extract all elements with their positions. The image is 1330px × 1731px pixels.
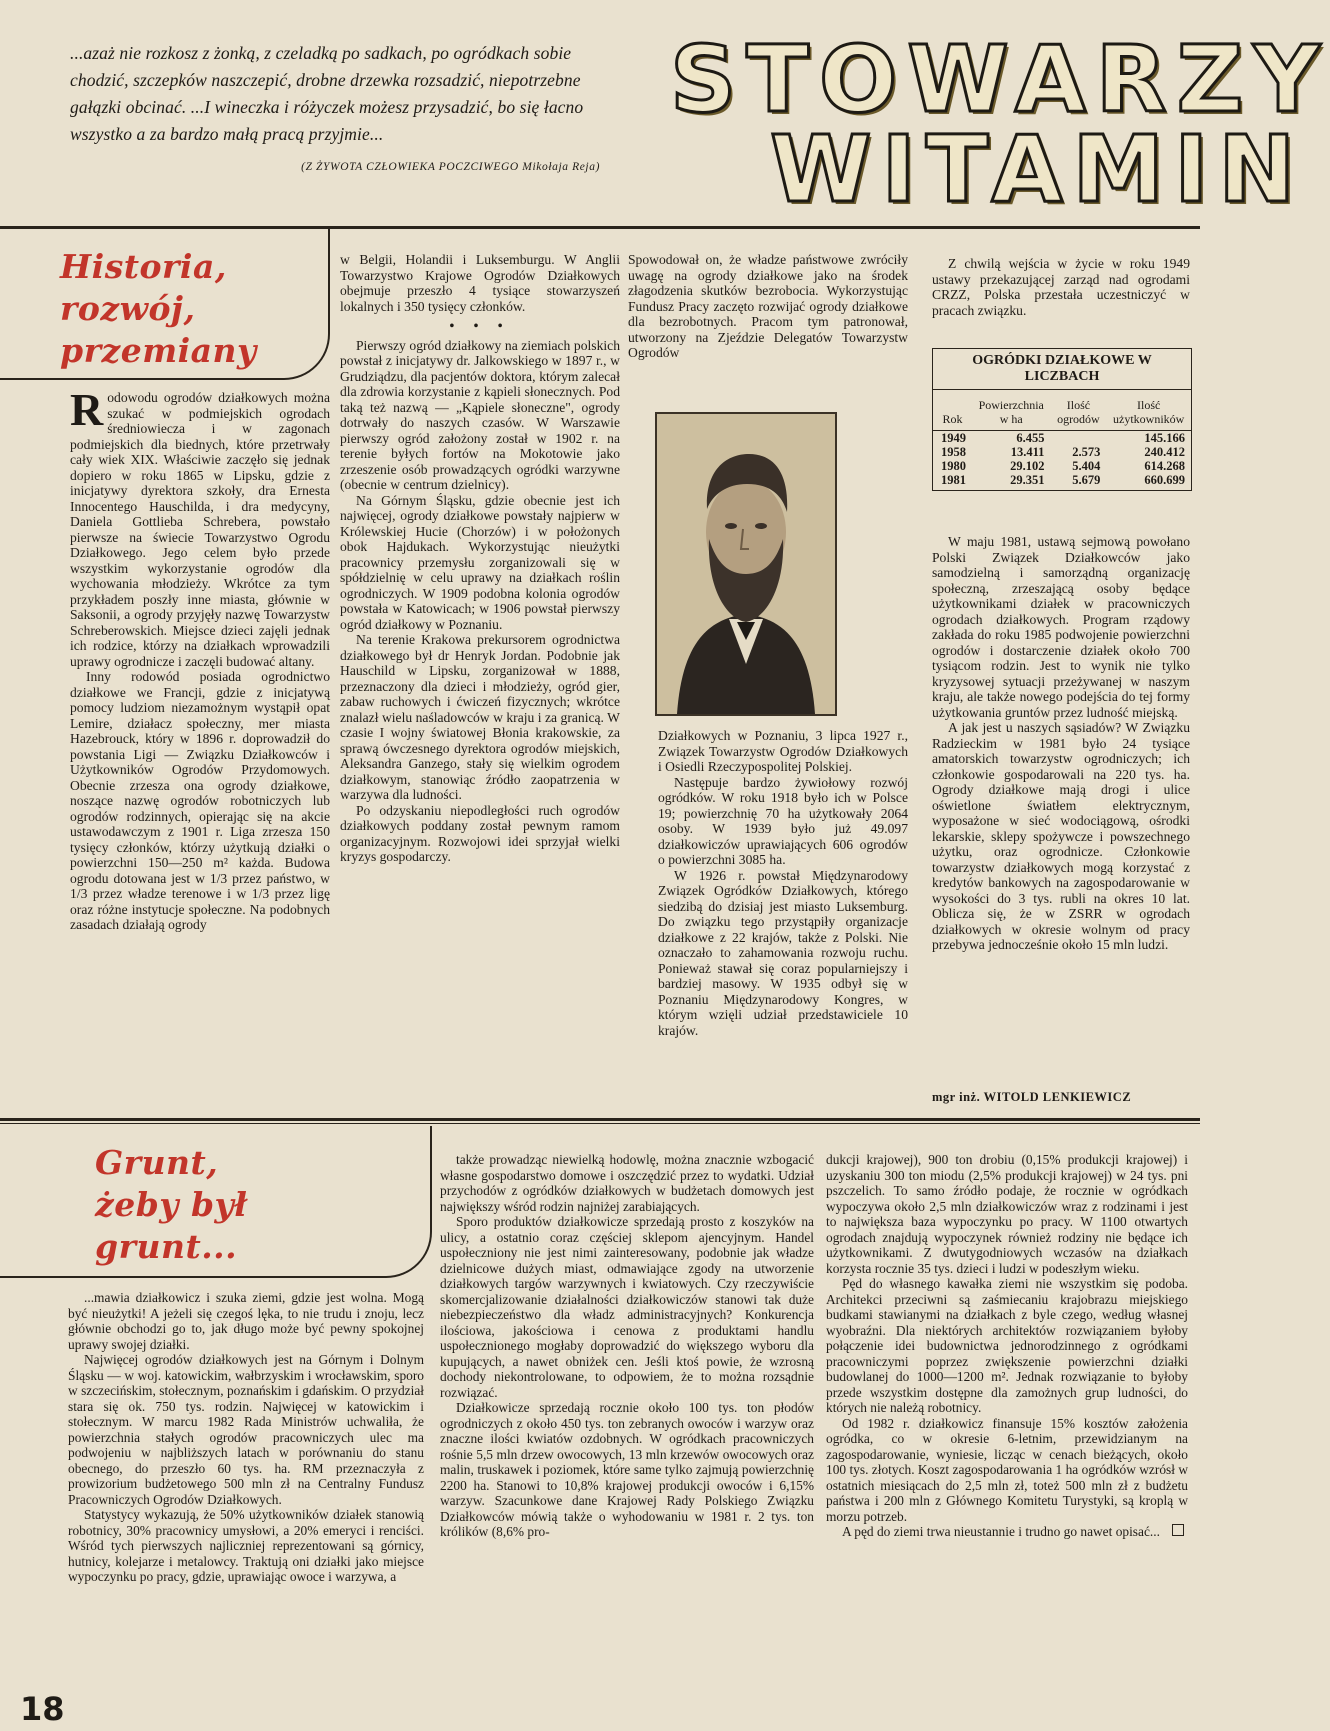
paragraph: A jak jest u naszych sąsiadów? W Związku Radzieckim w 1981 było 24 tysiące amatorskich towarzystw ogrodniczych; ich członkowie gospodarowali na 220 tys. ha. Ogrody działkowe mają drogi i ulice oświetlone światłem elektrycznym, wyposażone w sieć wodociągową, ośrodki lekarskie, sklepy spożywcze i powszechnego użytku, oraz ogrodnicze. Członkowie towarzystw działkowych mogą korzystać z kredytów bankowych na zagospodarowanie w wysokości do 3 tys. rubli na okres 10 lat. Oblicza się, że w ZSRR w ogrodach działkowych w okresie wolnym od pracy przebywa jednocześnie około 15 mln ludzi. <box>932 720 1190 952</box>
column-header: Ilość użytkowników <box>1113 398 1185 426</box>
section1-column-4-bottom <box>932 534 1190 953</box>
author-byline: mgr inż. WITOLD LENKIEWICZ <box>932 1090 1132 1104</box>
epigraph-text: ...azaż nie rozkosz z żonką, z czeladką po sadkach, po ogródkach sobie chodzić, szczepków naszczepić, drobne drzewka rozsadzić, niepotrzebne gałązki obcinać. ...I wineczka i różyczek możesz przysadzić, bo się łacno wszystko a za bardzo małą pracą przyjmie... <box>70 43 584 144</box>
table-cell: 614.268 <box>1144 459 1185 473</box>
column-header: Rok <box>942 412 963 426</box>
section1-title: Historia, rozwój, przemiany <box>60 247 257 370</box>
paragraph: Od 1982 r. działkowicz finansuje 15% kosztów założenia ogródka, co w okresie 6-letnim, przewidzianym na zagospodarowanie, wyniesie, licząc w cenach bieżących, około 100 tys. złotych. Koszt zagospodarowania 1 ha ogródków wzrósł w ostatnich miesiącach do 2,5 mln zł, toteż 500 mln zł z budżetu państwa i 200 mln z Głównego Komitetu Turystyki, są kroplą w morzu potrzeb. <box>826 1415 1188 1524</box>
paragraph: Po odzyskaniu niepodległości ruch ogrodów działkowych poddany został pewnym ramom organizacyjnym. Rozwojowi idei sprzyjał wielki kryzys gospodarczy. <box>340 802 620 864</box>
statistics-table <box>932 348 1192 491</box>
paragraph: Na Górnym Śląsku, gdzie obecnie jest ich najwięcej, ogrody działkowe powstały najpierw w Królewskiej Hucie (Chorzów) i w położonych obok Hajdukach. Wykorzystując nieużytki pracownicy przemysłu zorganizowali się w spółdzielnię w celu uprawy na działkach roślin ogrodniczych. W 1909 podobna kolonia ogrodów powstała w Katowicach; w 1906 powstał pierwszy ogród działkowy w Poznaniu. <box>340 492 620 632</box>
table-cell: 660.699 <box>1144 473 1185 487</box>
paragraph: Sporo produktów działkowicze sprzedają prosto z koszyków na ulicy, a ostatnio coraz częściej sklepom ajencyjnym. Handel uspołeczniony nie jest nimi zainteresowany, podobnie jak władze dzielnicowe dużych miast, odmawiające zgody na utworzenie działkowych targów warzywnych i kwiatowych. Czy rzeczywiście skomercjalizowanie działalności działkowiczów stanowi tak duże niebezpieczeństwo dla władz administracyjnych? Konkurencja ilościowa, jakościowa i cenowa z produktami handlu uspołecznionego mogłaby doprowadzić do większego wyboru dla kupujących, a nawet obniżek cen. Jeśli ktoś powie, że wzrosną dochody niekontrolowane, to odpowiem, że to można rozsądnie rozwiązać. <box>440 1214 814 1400</box>
table-cell: 145.166 <box>1144 431 1185 445</box>
headline <box>670 26 1330 223</box>
section2-column-2 <box>440 1152 814 1540</box>
table-cell: 5.404 <box>1072 459 1101 473</box>
headline-line2: WITAMIN <box>770 116 1306 223</box>
table-row <box>933 473 1191 490</box>
paragraph: Działkowych w Poznaniu, 3 lipca 1927 r., Związek Towarzystw Ogrodów Działkowych i Osiedli Rzeczypospolitej Polskiej. <box>658 728 908 774</box>
section1-column-3-top <box>628 252 908 361</box>
dropcap: R <box>70 384 104 435</box>
divider-middle-thin <box>0 1123 1200 1124</box>
section1-column-4-top <box>932 256 1190 318</box>
section1-column-2 <box>340 252 620 865</box>
paragraph: Najwięcej ogrodów działkowych jest na Górnym i Dolnym Śląsku — w woj. katowickim, wałbrzyskim i wrocławskim, sporo w szczecińskim, stołecznym, poznańskim i gdańskim. O przydział stara się ok. 750 tys. rodzin. Najwięcej w katowickim i stołecznym. W marcu 1982 Rada Ministrów uchwaliła, że powierzchnia stałych ogrodów pracowniczych ulec ma podwojeniu w najbliższych latach w porównaniu do stanu obecnego, do przeszło 60 tys. ha. RM przeznaczyła z prowizorium budżetowego 500 mln zł na Centralny Fundusz Pracowniczych Ogrodów Działkowych. <box>68 1352 424 1507</box>
section1-column-3-bottom <box>658 728 908 1038</box>
paragraph: Rodowodu ogrodów działkowych można szukać w podmiejskich ogrodach średniowiecza i w zagonach podmiejskich dla biednych, które przetrwały cały wiek XIX. Właściwie zaczęło się jednak dopiero w roku 1865 w Lipsku, gdzie z inicjatywy dyrektora szkoły, dra Ernesta Innocentego Hauschilda, i dra medycyny, Daniela Gottlieba Schrebera, powstało pierwsze na świecie Towarzystwo Ogrodu Działkowego. Jego celem było przede wszystkim wykorzystanie ogrodów dla wychowania młodzieży. Wkrótce za tym przykładem poszły inne miasta, głównie w Saksonii, a ogrody przyjęły nazwę Towarzystw Schreberowskich. Miejsce dzieci zajęli jednak ich rodzice, którzy na działkach wprowadzili uprawy ogrodnicze i zaczęli budować altany. <box>70 384 330 669</box>
table-cell: 5.679 <box>1072 473 1101 487</box>
paragraph: Statystycy wykazują, że 50% użytkowników działek stanowią robotnicy, 30% pracownicy umysłowi, a 20% emeryci i renciści. Wśród tych pierwszych najliczniej reprezentowani są górnicy, hutnicy, kolejarze i metalowcy. Traktują oni działki jako miejsce wypoczynku po pracy, gdzie, uprawiając owoce i warzywa, a <box>68 1507 424 1584</box>
table-cell: 13.411 <box>1010 445 1045 459</box>
divider-middle <box>0 1118 1200 1121</box>
epigraph <box>70 40 600 181</box>
paragraph: A pęd do ziemi trwa nieustannie i trudno go nawet opisać... <box>826 1524 1188 1540</box>
paragraph: także prowadząc niewielką hodowlę, można znacznie wzbogacić własne gospodarstwo domowe i oszczędzić przez to wydatki. Udział przychodów z ogródków działkowych w budżetach domowych jest największy wśród rodzin najniżej zarabiających. <box>440 1152 814 1214</box>
table-cell: 1981 <box>941 473 966 487</box>
paragraph: dukcji krajowej), 900 ton drobiu (0,15% produkcji krajowej) i uzyskaniu 300 ton miodu (2,5% produkcji krajowej) w 24 tys. pni pszczelich. To samo źródło podaje, że rocznie w ogródkach wypoczywa około 2,5 mln działkowiczów wraz z rodzinami i jest to największa baza wypoczynku po pracy. W 1100 otwartych ogrodach znajdują wypoczynek również rodziny nie będące ich użytkownikami. Z dwutygodniowych wczasów na działkach korzysta rocznie 35 tys. dzieci i ludzi w podeszłym wieku. <box>826 1152 1188 1276</box>
page-number: 18 <box>20 1690 65 1728</box>
headline-line1: STOWARZY <box>670 26 1330 133</box>
paragraph: W 1926 r. powstał Międzynarodowy Związek Ogródków Działkowych, którego siedzibą do dzisiaj jest miasto Luksemburg. Do związku tego przystąpiły organizacje działkowe z 22 krajów, także z Polski. Nie oznaczało to zahamowania rozwoju ruchu. Ponieważ stawał się coraz popularniejszy i bardziej masowy. W 1935 odbył się w Poznaniu Międzynarodowy Kongres, w którym wzięli udział przedstawiciele 10 krajów. <box>658 867 908 1038</box>
table-cell: 6.455 <box>1016 431 1045 445</box>
table-body <box>933 390 1191 490</box>
epigraph-source: (Z ŻYWOTA CZŁOWIEKA POCZCIWEGO Mikołaja Reja) <box>301 161 600 173</box>
table-cell: 240.412 <box>1144 445 1185 459</box>
portrait-photo <box>655 412 837 716</box>
table-cell: 1949 <box>941 431 966 445</box>
section2-title: Grunt, żeby był grunt... <box>95 1143 248 1266</box>
paragraph: w Belgii, Holandii i Luksemburgu. W Anglii Towarzystwo Krajowe Ogrodów Działkowych obejmuje przeszło 4 tysiące stowarzyszeń lokalnych i 350 tysięcy członków. <box>340 252 620 314</box>
paragraph: Inny rodowód posiada ogrodnictwo działkowe we Francji, gdzie z inicjatywą pomocy ludziom niezamożnym wystąpił opat Lemire, działacz społeczny, mer miasta Hazebrouck, który w 1896 r. doprowadził do powstania Ligi — Związku Działkowców i Użytkowników Ogrodów Przydomowych. Obecnie zrzesza ona ogrody działkowe, noszące nazwę ogrodów robotniczych lub ogrodów rodzinnych, opierając się na akcie ustawodawczym z 1901 r. Liga zrzesza 150 tysięcy członków, którzy użytkują działki o powierzchni 150—250 m² każda. Budowa ogrodu dotowana jest w 1/3 przez państwo, w 1/3 przez władze terenowe i w 1/3 przez ligę oraz różne instytucje społeczne. Na podobnych zasadach działają ogrody <box>70 669 330 932</box>
paragraph: ...mawia działkowicz i szuka ziemi, gdzie jest wolna. Mogą być nieużytki! A jeżeli się czegoś lęka, to nie trudu i znoju, lecz głównie obchodzi go to, jak długo może być pewny spokojnej uprawy swojej działki. <box>68 1290 424 1352</box>
paragraph: Pęd do własnego kawałka ziemi nie wszystkim się podoba. Architekci przeciwni są zaśmiecaniu krajobrazu miejskiego budkami stawianymi na działkach z byle czego, według własnej wyobraźni. Dla niektórych architektów rozwiązaniem byłoby połączenie idei budownictwa jednorodzinnego z ogródkami pracowniczymi poprzez zwiększenie powierzchni działki budowlanej do 1000—1200 m². Jednak rozwiązanie to byłoby przede wszystkim dostępne dla zamożnych grup ludności, do których nie należą robotnicy. <box>826 1276 1188 1415</box>
table-title: OGRÓDKI DZIAŁKOWE W LICZBACH <box>933 349 1191 390</box>
paragraph: Z chwilą wejścia w życie w roku 1949 ustawy przekazującej zarząd nad ogrodami CRZZ, Polska przestała uczestniczyć w pracach związku. <box>932 256 1190 318</box>
table-cell: 2.573 <box>1072 445 1101 459</box>
section2-column-1 <box>68 1290 424 1585</box>
section2-heading-box <box>0 1126 432 1278</box>
table-cell: 29.102 <box>1010 459 1045 473</box>
column-header: Ilość ogrodów <box>1057 398 1100 426</box>
table-header-row <box>933 390 1191 431</box>
paragraph: Na terenie Krakowa prekursorem ogrodnictwa działkowego był dr Henryk Jordan. Podobnie jak Hauschild w Lipsku, zorganizował w 1888, przeznaczony dla dzieci i młodzieży, ogród gier, zabaw ruchowych i ćwiczeń fizycznych; wkrótce znalazł wielu naśladowców w kraju i za granicą. W czasie I wojny światowej Błonia krakowskie, za sprawą ówczesnego dyrektora ogrodów miejskich, Aleksandra Ganzego, stały się wielkim ogrodem działkowym, stanowiąc źródło zaopatrzenia w warzywa dla ludności. <box>340 632 620 802</box>
separator-stars: • • • <box>449 318 511 333</box>
paragraph: Następuje bardzo żywiołowy rozwój ogródków. W roku 1918 było ich w Polsce 19; powierzchnię 70 ha użytkowały 2064 osoby. W 1939 było już 49.097 działkowiczów uprawiających 606 ogrodów o powierzchni 3085 ha. <box>658 774 908 867</box>
section1-heading-box <box>0 228 330 380</box>
paragraph: Działkowicze sprzedają rocznie około 100 tys. ton płodów ogrodniczych z około 450 tys. ton zebranych owoców i warzyw oraz znaczne ilości kwiatów ozdobnych. W ogródkach pracowniczych rośnie 5,5 mln drzew owocowych, 13 mln krzewów owocowych oraz malin, truskawek i poziomek, które same tylko zajmują powierzchnię 2200 ha. Stanowi to 10,8% krajowej produkcji owoców i 6,15% warzyw. Szacunkowe dane Krajowej Rady Polskiego Związku Działkowców mówią także o wyhodowaniu w 1981 r. 2 tys. ton królików (8,6% pro- <box>440 1400 814 1539</box>
column-header: Powierzchnia w ha <box>978 398 1044 426</box>
table-cell: 1980 <box>941 459 966 473</box>
end-mark-icon <box>1172 1524 1184 1536</box>
section2-column-3 <box>826 1152 1188 1540</box>
table-cell <box>1050 431 1106 445</box>
table-row <box>933 431 1191 445</box>
paragraph: Spowodował on, że władze państwowe zwróciły uwagę na ogrody działkowe jako na środek złagodzenia skutków bezrobocia. Wykorzystując Fundusz Pracy zaczęto rozwijać ogrody działkowe dla bezrobotnych. Pracom tym patronował, utworzony na Zjeździe Delegatów Towarzystw Ogrodów <box>628 252 908 360</box>
paragraph: Pierwszy ogród działkowy na ziemiach polskich powstał z inicjatywy dr. Jalkowskiego w 1897 r., w Grudziądzu, dla pacjentów doktora, którym zalecał dla zdrowia korzystanie z kąpieli słonecznych. Pod taką też nazwą — „Kąpiele słoneczne", ogrody dotrwały do naszych czasów. W Warszawie pierwszy ogród założony został w 1902 r. na terenie byłych fortów na Mokotowie jako zrzeszenie osób prowadzących ogródki warzywne (obecnie w centrum dzielnicy). <box>340 337 620 492</box>
table-row <box>933 459 1191 473</box>
table-cell: 29.351 <box>1010 473 1045 487</box>
paragraph: W maju 1981, ustawą sejmową powołano Polski Związek Działkowców jako samodzielną i samorządną organizację społeczną, zrzeszającą osoby będące użytkownikami działek w pracowniczych ogrodach działkowych. Program rządowy zakłada do roku 1985 podwojenie powierzchni ogrodów i dostarczenie działek około 700 tysiącom rodzin. Jest to wynik nie tylko kryzysowej sytuacji przeżywanej w naszym kraju, ale także nowego podejścia do tej formy użytkowania gruntów przez ludność miejską. <box>932 534 1190 720</box>
table-row <box>933 445 1191 459</box>
table-cell: 1958 <box>941 445 966 459</box>
section1-column-1 <box>70 384 330 933</box>
portrait-illustration <box>657 414 835 714</box>
